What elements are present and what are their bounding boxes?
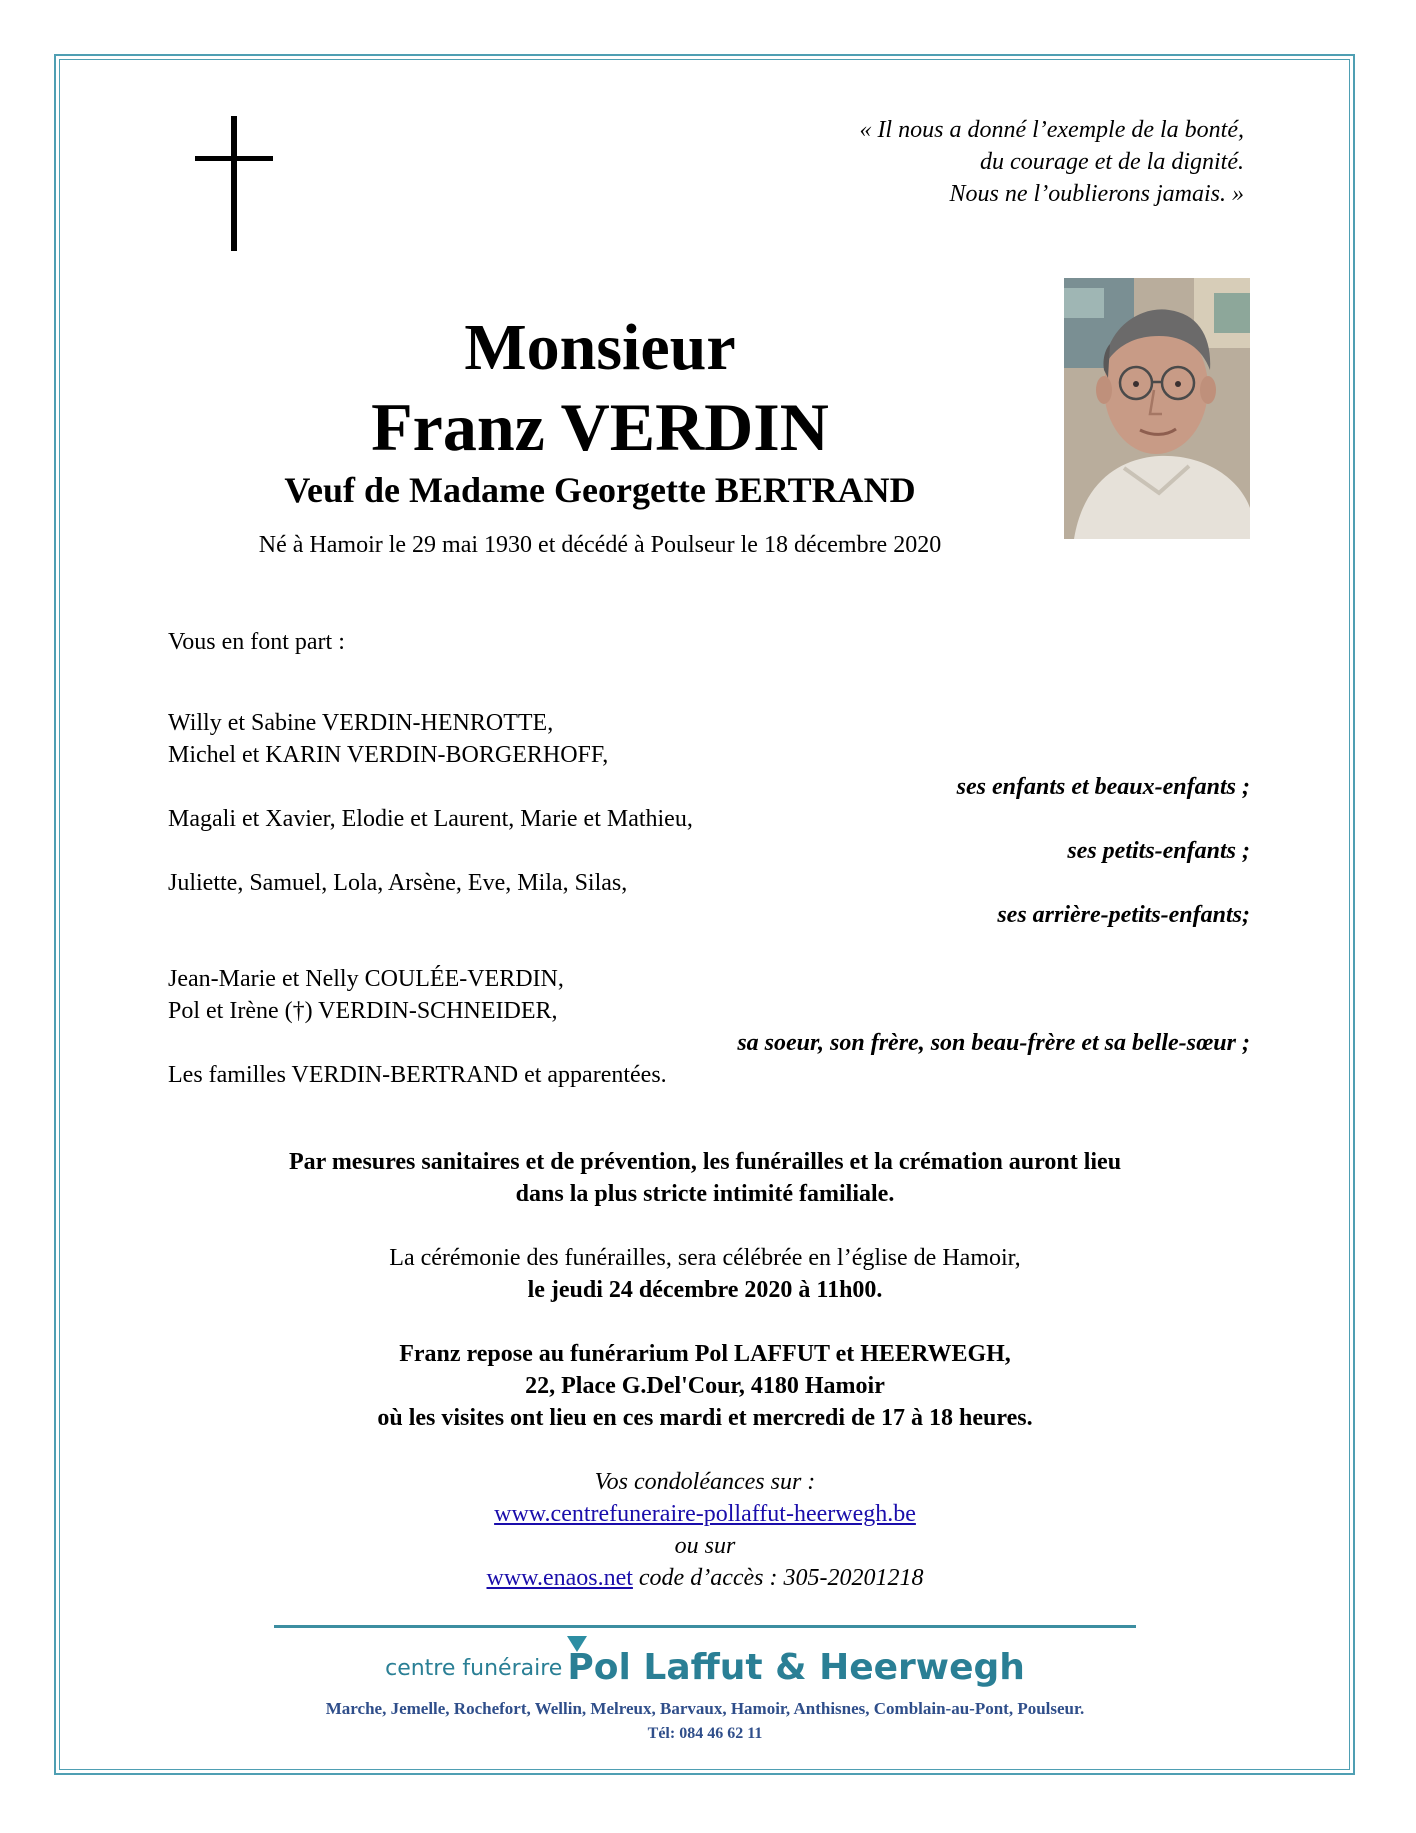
logo-brand: Pol Laffut & Heerwegh	[567, 1647, 1025, 1688]
widow-of: Veuf de Madame Georgette BERTRAND	[284, 470, 916, 510]
ceremony-datetime: le jeudi 24 décembre 2020 à 11h00.	[527, 1277, 883, 1303]
sanitary-notice-line-1: Par mesures sanitaires et de prévention, les funérailles et la crémation auront lieu	[288, 1149, 1122, 1175]
cross-icon	[195, 116, 275, 251]
siblings-line-1: Jean-Marie et Nelly COULÉE-VERDIN,	[168, 966, 564, 992]
funeral-home-logo	[150, 1647, 1260, 1688]
children-label: ses enfants et beaux-enfants ;	[956, 774, 1250, 800]
children-line-1: Willy et Sabine VERDIN-HENROTTE,	[168, 710, 554, 736]
footer-phone: Tél: 084 46 62 11	[647, 1725, 763, 1742]
great-grandchildren-label: ses arrière-petits-enfants;	[997, 902, 1250, 928]
footer-divider	[274, 1625, 1136, 1628]
honorific-title: Monsieur	[464, 311, 736, 384]
quote-line-1: « Il nous a donné l’exemple de la bonté,	[859, 117, 1244, 143]
condolences-or: ou sur	[674, 1533, 736, 1559]
footer-locations: Marche, Jemelle, Rochefort, Wellin, Melreux, Barvaux, Hamoir, Anthisnes, Comblain-au-Pont, Poulseur.	[325, 1699, 1085, 1718]
condolences-link-1[interactable]: www.centrefuneraire-pollaffut-heerwegh.be	[494, 1501, 916, 1527]
funerarium-address: 22, Place G.Del'Cour, 4180 Hamoir	[525, 1373, 885, 1399]
children-line-2: Michel et KARIN VERDIN-BORGERHOFF,	[168, 742, 609, 768]
quote-line-2: du courage et de la dignité.	[980, 149, 1244, 175]
families-line: Les familles VERDIN-BERTRAND et apparentées.	[168, 1062, 667, 1088]
condolences-link-1-row	[150, 1498, 1260, 1530]
siblings-line-2: Pol et Irène (†) VERDIN-SCHNEIDER,	[168, 998, 558, 1024]
condolences-label: Vos condoléances sur :	[594, 1469, 816, 1495]
announcement-intro: Vous en font part :	[168, 629, 345, 655]
siblings-label: sa soeur, son frère, son beau-frère et sa belle-sœur ;	[737, 1030, 1250, 1056]
grandchildren-label: ses petits-enfants ;	[1067, 838, 1250, 864]
deceased-name: Franz VERDIN	[371, 389, 829, 465]
condolences-link-2[interactable]: www.enaos.net	[486, 1565, 633, 1591]
condolences-link-2-row	[150, 1562, 1260, 1594]
grandchildren-line: Magali et Xavier, Elodie et Laurent, Marie et Mathieu,	[168, 806, 693, 832]
visiting-hours: où les visites ont lieu en ces mardi et mercredi de 17 à 18 heures.	[377, 1405, 1033, 1431]
logo-subtitle: centre funéraire	[385, 1656, 563, 1681]
great-grandchildren-line: Juliette, Samuel, Lola, Arsène, Eve, Mila, Silas,	[168, 870, 628, 896]
ceremony-line-1: La cérémonie des funérailles, sera célébrée en l’église de Hamoir,	[389, 1245, 1021, 1271]
portrait-photo	[1064, 278, 1250, 539]
epitaph-quote	[859, 114, 1244, 210]
quote-line-3: Nous ne l’oublierons jamais. »	[949, 181, 1244, 207]
funerarium-line-1: Franz repose au funérarium Pol LAFFUT et HEERWEGH,	[399, 1341, 1011, 1367]
sanitary-notice-line-2: dans la plus stricte intimité familiale.	[515, 1181, 895, 1207]
birth-death-dates: Né à Hamoir le 29 mai 1930 et décédé à Poulseur le 18 décembre 2020	[258, 532, 942, 558]
access-code: code d’accès : 305-20201218	[632, 1565, 924, 1591]
